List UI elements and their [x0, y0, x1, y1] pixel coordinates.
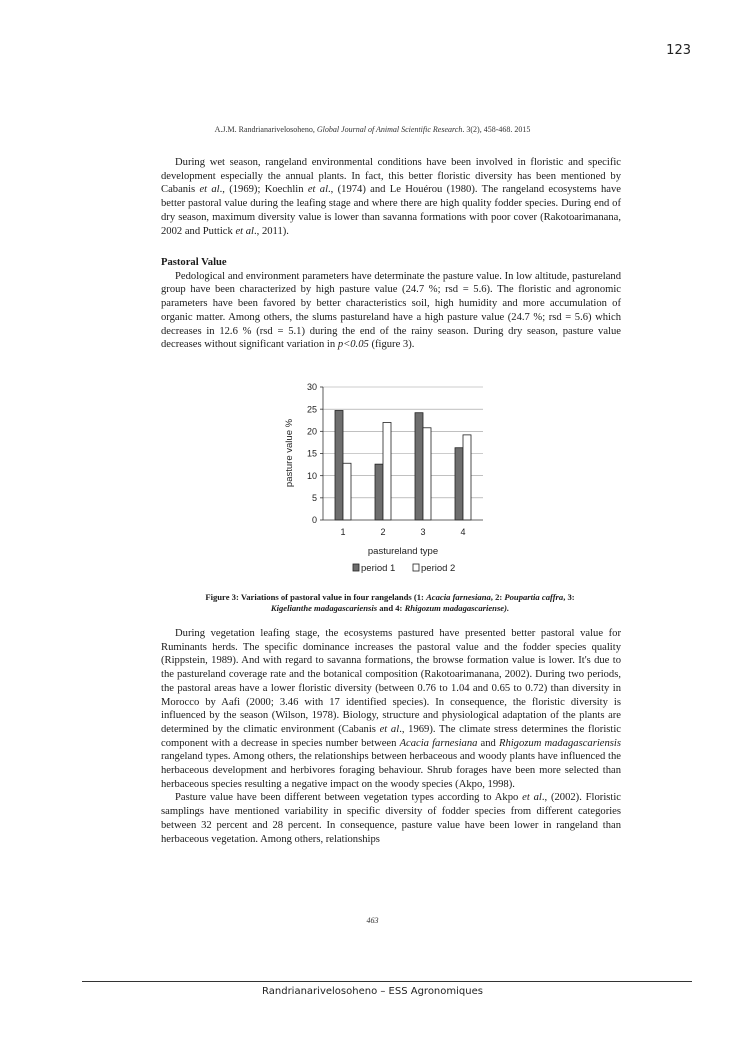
y-tick-label: 10 [306, 470, 317, 481]
italic-et-al: et al [199, 184, 220, 196]
section-discussion [161, 627, 621, 846]
y-tick-labels [307, 382, 317, 525]
legend-label: period 2 [421, 563, 456, 574]
legend-swatch [413, 564, 419, 571]
text-span: (figure 3). [368, 339, 415, 351]
y-tick-label: 30 [306, 382, 317, 393]
footer-rule [82, 981, 692, 982]
y-axis-label: pasture value % [284, 418, 295, 488]
x-tick-labels [340, 527, 465, 537]
journal-authors: A.J.M. Randrianarivelosoheno, [214, 125, 317, 134]
paragraph-1 [161, 156, 621, 238]
journal-title: Global Journal of Animal Scientific Research [316, 125, 463, 134]
species-name: Acacia farnesiana [399, 737, 478, 749]
text-span: and [477, 737, 499, 749]
text-span: and 4: [377, 603, 405, 613]
species-name: Rhigozum madagascariense). [404, 603, 510, 613]
text-span: ., (2002). Floristic samplings have mentioned variability in specific diversity of fodder species from different categories between 32 percent and 28 percent. In consequence, pasture value have been lower in rangeland than herbaceous vegetation. Among others, relationships [161, 792, 621, 845]
text-span: ., (1974) and Le Houérou (1980). The rangeland ecosystems have better pastoral value during the leafing stage and where there are high quality fodder species. During end of dry season, maximum diversity value is lower than savanna formations with poor cover (Rakotoarimanana, 2002 and Puttick [161, 184, 621, 237]
chart-bars [335, 410, 471, 520]
text-span: , 2: [490, 592, 505, 602]
x-tick-label: 4 [460, 527, 466, 537]
bar-period-1-type-2 [375, 464, 383, 520]
x-axis-label: pastureland type [367, 546, 439, 557]
bar-period-1-type-1 [335, 410, 343, 520]
italic-et-al: et al [522, 792, 542, 804]
bar-period-2-type-3 [423, 428, 431, 520]
species-name: Kigelianthe madagascariensis [270, 603, 378, 613]
italic-et-al: et al [379, 723, 400, 735]
text-span: , 3: [563, 592, 575, 602]
figure-caption [150, 592, 630, 614]
section-heading: Pastoral Value [161, 257, 227, 268]
x-tick-label: 1 [340, 527, 346, 537]
journal-header [0, 125, 745, 134]
bar-period-1-type-3 [415, 413, 423, 520]
page-number-bottom: 463 [366, 916, 379, 925]
paragraph-4 [161, 791, 621, 846]
text-span: Pasture value have been different between vegetation types according to Akpo [175, 792, 523, 804]
x-tick-label: 3 [420, 527, 426, 537]
text-span: ., 2011). [254, 225, 289, 237]
footer-text: Randrianarivelosoheno – ESS Agronomiques [262, 986, 483, 997]
paragraph-3 [161, 627, 621, 791]
italic-et-al: et al [235, 225, 254, 237]
bar-period-2-type-2 [383, 422, 391, 520]
chart-legend [353, 563, 455, 574]
species-name: Rhigozum madagascariensis [498, 737, 621, 749]
paragraph-wet-season [161, 156, 621, 238]
text-span: rangeland types. Among others, the relationships between herbaceous and woody plants have influenced the herbaceous development and herbivores foraging behaviour. Shrub forages have been more selected than herbaceous species resulting a negative impact on the woody species (Akpo, 1998). [161, 751, 621, 790]
text-span: ., (1969); Koechlin [219, 184, 308, 196]
bar-period-2-type-1 [343, 463, 351, 520]
text-span: ., 1969). The climate stress determines the floristic component with a decrease in species number between [161, 723, 621, 749]
text-span: During wet season, rangeland environmental conditions have been involved in floristic and specific development especially the annual plants. In fact, this better floristic diversity has been mentioned by Cabanis [161, 157, 621, 196]
paragraph-2 [161, 270, 621, 352]
section-pastoral-value [161, 256, 621, 352]
text-span: Figure 3: Variations of pastoral value in four rangelands (1: [205, 592, 427, 602]
legend-label: period 1 [361, 563, 396, 574]
text-span: Pedological and environment parameters have determinate the pasture value. In low altitude, pastureland group have been characterized by high pasture value (24.7 %; rsd = 5.6). The floristic and agronomic parameters have been favored by better characteristics soil, high humidity and more accumulation of organic matter. Among others, the slums pastureland have a high pasture value (24.7 %; rsd = 5.6) which decreases in 12.6 % (rsd = 5.1) during the end of the rainy season. During dry season, pasture value decreases without significant variation in [161, 270, 621, 351]
bar-period-2-type-4 [463, 435, 471, 520]
species-name: Poupartia caffra [504, 592, 564, 602]
legend-swatch [353, 564, 359, 571]
page-number-top: 123 [666, 43, 691, 58]
y-tick-label: 15 [306, 448, 317, 459]
italic-p-value: p<0.05 [337, 339, 369, 351]
y-tick-label: 0 [311, 515, 317, 526]
y-tick-label: 20 [306, 426, 317, 437]
italic-et-al: et al [307, 184, 329, 196]
y-tick-label: 25 [306, 404, 317, 415]
pasture-value-chart [278, 380, 498, 585]
x-tick-label: 2 [380, 527, 386, 537]
y-tick-label: 5 [311, 493, 317, 504]
text-span: During vegetation leafing stage, the ecosystems pastured have presented better pastoral value for Ruminants herds. The specific dominance increases the pastoral value and the fodder species quality (Rippstein, 1989). And with regard to savanna formations, the browse formation value is lower. It's due to the pastureland coverage rate and the botanical composition (Rakotoarimanana, 2002). During two periods, the pastoral areas have a lower floristic diversity (between 0.76 to 1.04 and 0.65 to 0.72) than diversity in Morocco by Aafi (2000; 3.46 with 17 identified species). In consequence, the floristic diversity is influenced by the season (Wilson, 1978). Biology, structure and physiological adaptation of the plants are determined by the climatic environment (Cabanis [161, 628, 621, 735]
journal-citation: . 3(2), 458-468. 2015 [462, 125, 531, 134]
bar-period-1-type-4 [455, 448, 463, 520]
species-name: Acacia farnesiana [426, 592, 491, 602]
